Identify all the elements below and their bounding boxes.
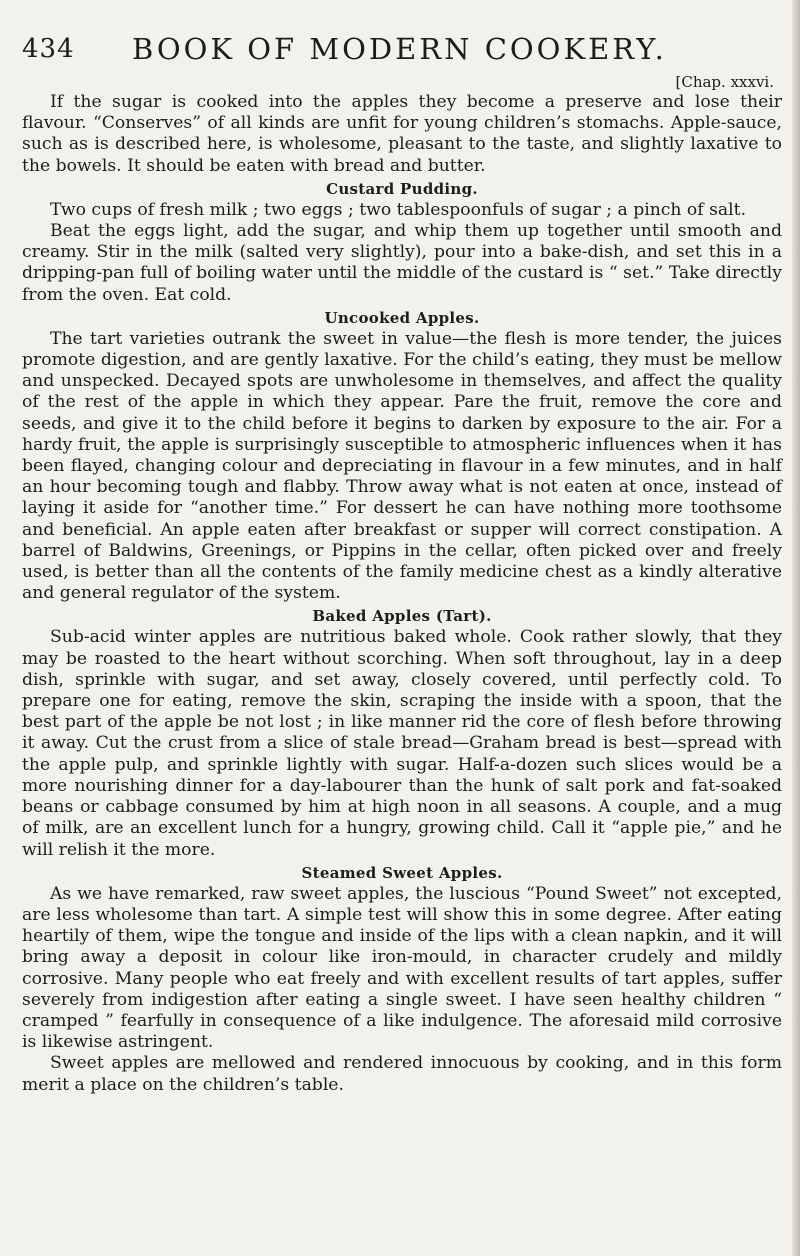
page-number: 434 bbox=[22, 34, 75, 64]
intro-paragraph: If the sugar is cooked into the apples they become a preserve and lose their flavour. “Conserves” of all kinds are unfit for young children’s stomachs. Apple-sauce, such as is described here, is wholesome, pleasant to the taste, and slightly laxative to the bowels. It should be eaten with bread and butter. bbox=[22, 92, 782, 176]
steamed-apples-conclusion: Sweet apples are mellowed and rendered innocuous by cooking, and in this form merit a place on the children’s table. bbox=[22, 1053, 782, 1095]
custard-method: Beat the eggs light, add the sugar, and whip them up together until smooth and creamy. Stir in the milk (salted very slightly), pour into a bake-dish, and set this in a dripping-pan full of boiling water until the middle of the custard is “ set.” Take directly from the oven. Eat cold. bbox=[22, 221, 782, 305]
uncooked-apples-heading: Uncooked Apples. bbox=[324, 308, 480, 327]
baked-apples-heading: Baked Apples (Tart). bbox=[312, 607, 492, 626]
chapter-reference: [Chap. xxxvi. bbox=[675, 73, 774, 91]
book-page bbox=[22, 26, 782, 1096]
baked-apples-text: Sub-acid winter apples are nutritious baked whole. Cook rather slowly, that they may be roasted to the heart without scorching. When soft throughout, lay in a deep dish, sprinkle with sugar, and set away, closely covered, until perfectly cold. To prepare one for eating, remove the skin, scraping the inside with a spoon, that the best part of the apple be not lost ; in like manner rid the core of flesh before throwing it away. Cut the crust from a slice of stale bread—Graham bread is best—spread with the apple pulp, and sprinkle lightly with sugar. Half-a-dozen such slices would be a more nourishing dinner for a day-labourer than the hunk of salt pork and fat-soaked beans or cabbage consumed by him at high noon in all seasons. A couple, and a mug of milk, are an excellent lunch for a hungry, growing child. Call it “apple pie,” and he will relish it the more. bbox=[22, 627, 782, 860]
page-edge-shadow bbox=[792, 0, 800, 1256]
running-title: BOOK OF MODERN COOKERY. bbox=[132, 32, 667, 66]
steamed-apples-text: As we have remarked, raw sweet apples, the luscious “Pound Sweet” not excepted, are less wholesome than tart. A simple test will show this in some degree. After eating heartily of them, wipe the tongue and inside of the lips with a clean napkin, and it will bring away a deposit in colour like iron-mould, in character crudely and mildly corrosive. Many people who eat freely and with excellent results of tart apples, suffer severely from indigestion after eating a single sweet. I have seen healthy children “ cramped ” fearfully in consequence of a like indulgence. The aforesaid mild corrosive is likewise astringent. bbox=[22, 883, 782, 1053]
custard-ingredients: Two cups of fresh milk ; two eggs ; two tablespoonfuls of sugar ; a pinch of salt. bbox=[50, 199, 747, 220]
uncooked-apples-text: The tart varieties outrank the sweet in value—the flesh is more tender, the juices promote digestion, and are gently laxative. For the child’s eating, they must be mellow and unspecked. Decayed spots are unwholesome in themselves, and affect the quality of the rest of the apple in which they appear. Pare the fruit, remove the core and seeds, and give it to the child before it begins to darken by exposure to the air. For a hardy fruit, the apple is surprisingly susceptible to atmospheric influences when it has been flayed, changing colour and depreciating in flavour in a few minutes, and in half an hour becoming tough and flabby. Throw away what is not eaten at once, instead of laying it aside for “another time.” For dessert he can have nothing more toothsome and beneficial. An apple eaten after breakfast or supper will correct constipation. A barrel of Baldwins, Greenings, or Pippins in the cellar, often picked over and freely used, is better than all the contents of the family medicine chest as a kindly alterative and general regulator of the system. bbox=[22, 328, 782, 604]
steamed-apples-heading: Steamed Sweet Apples. bbox=[301, 863, 503, 882]
page-header bbox=[22, 26, 782, 72]
custard-heading: Custard Pudding. bbox=[326, 179, 478, 198]
